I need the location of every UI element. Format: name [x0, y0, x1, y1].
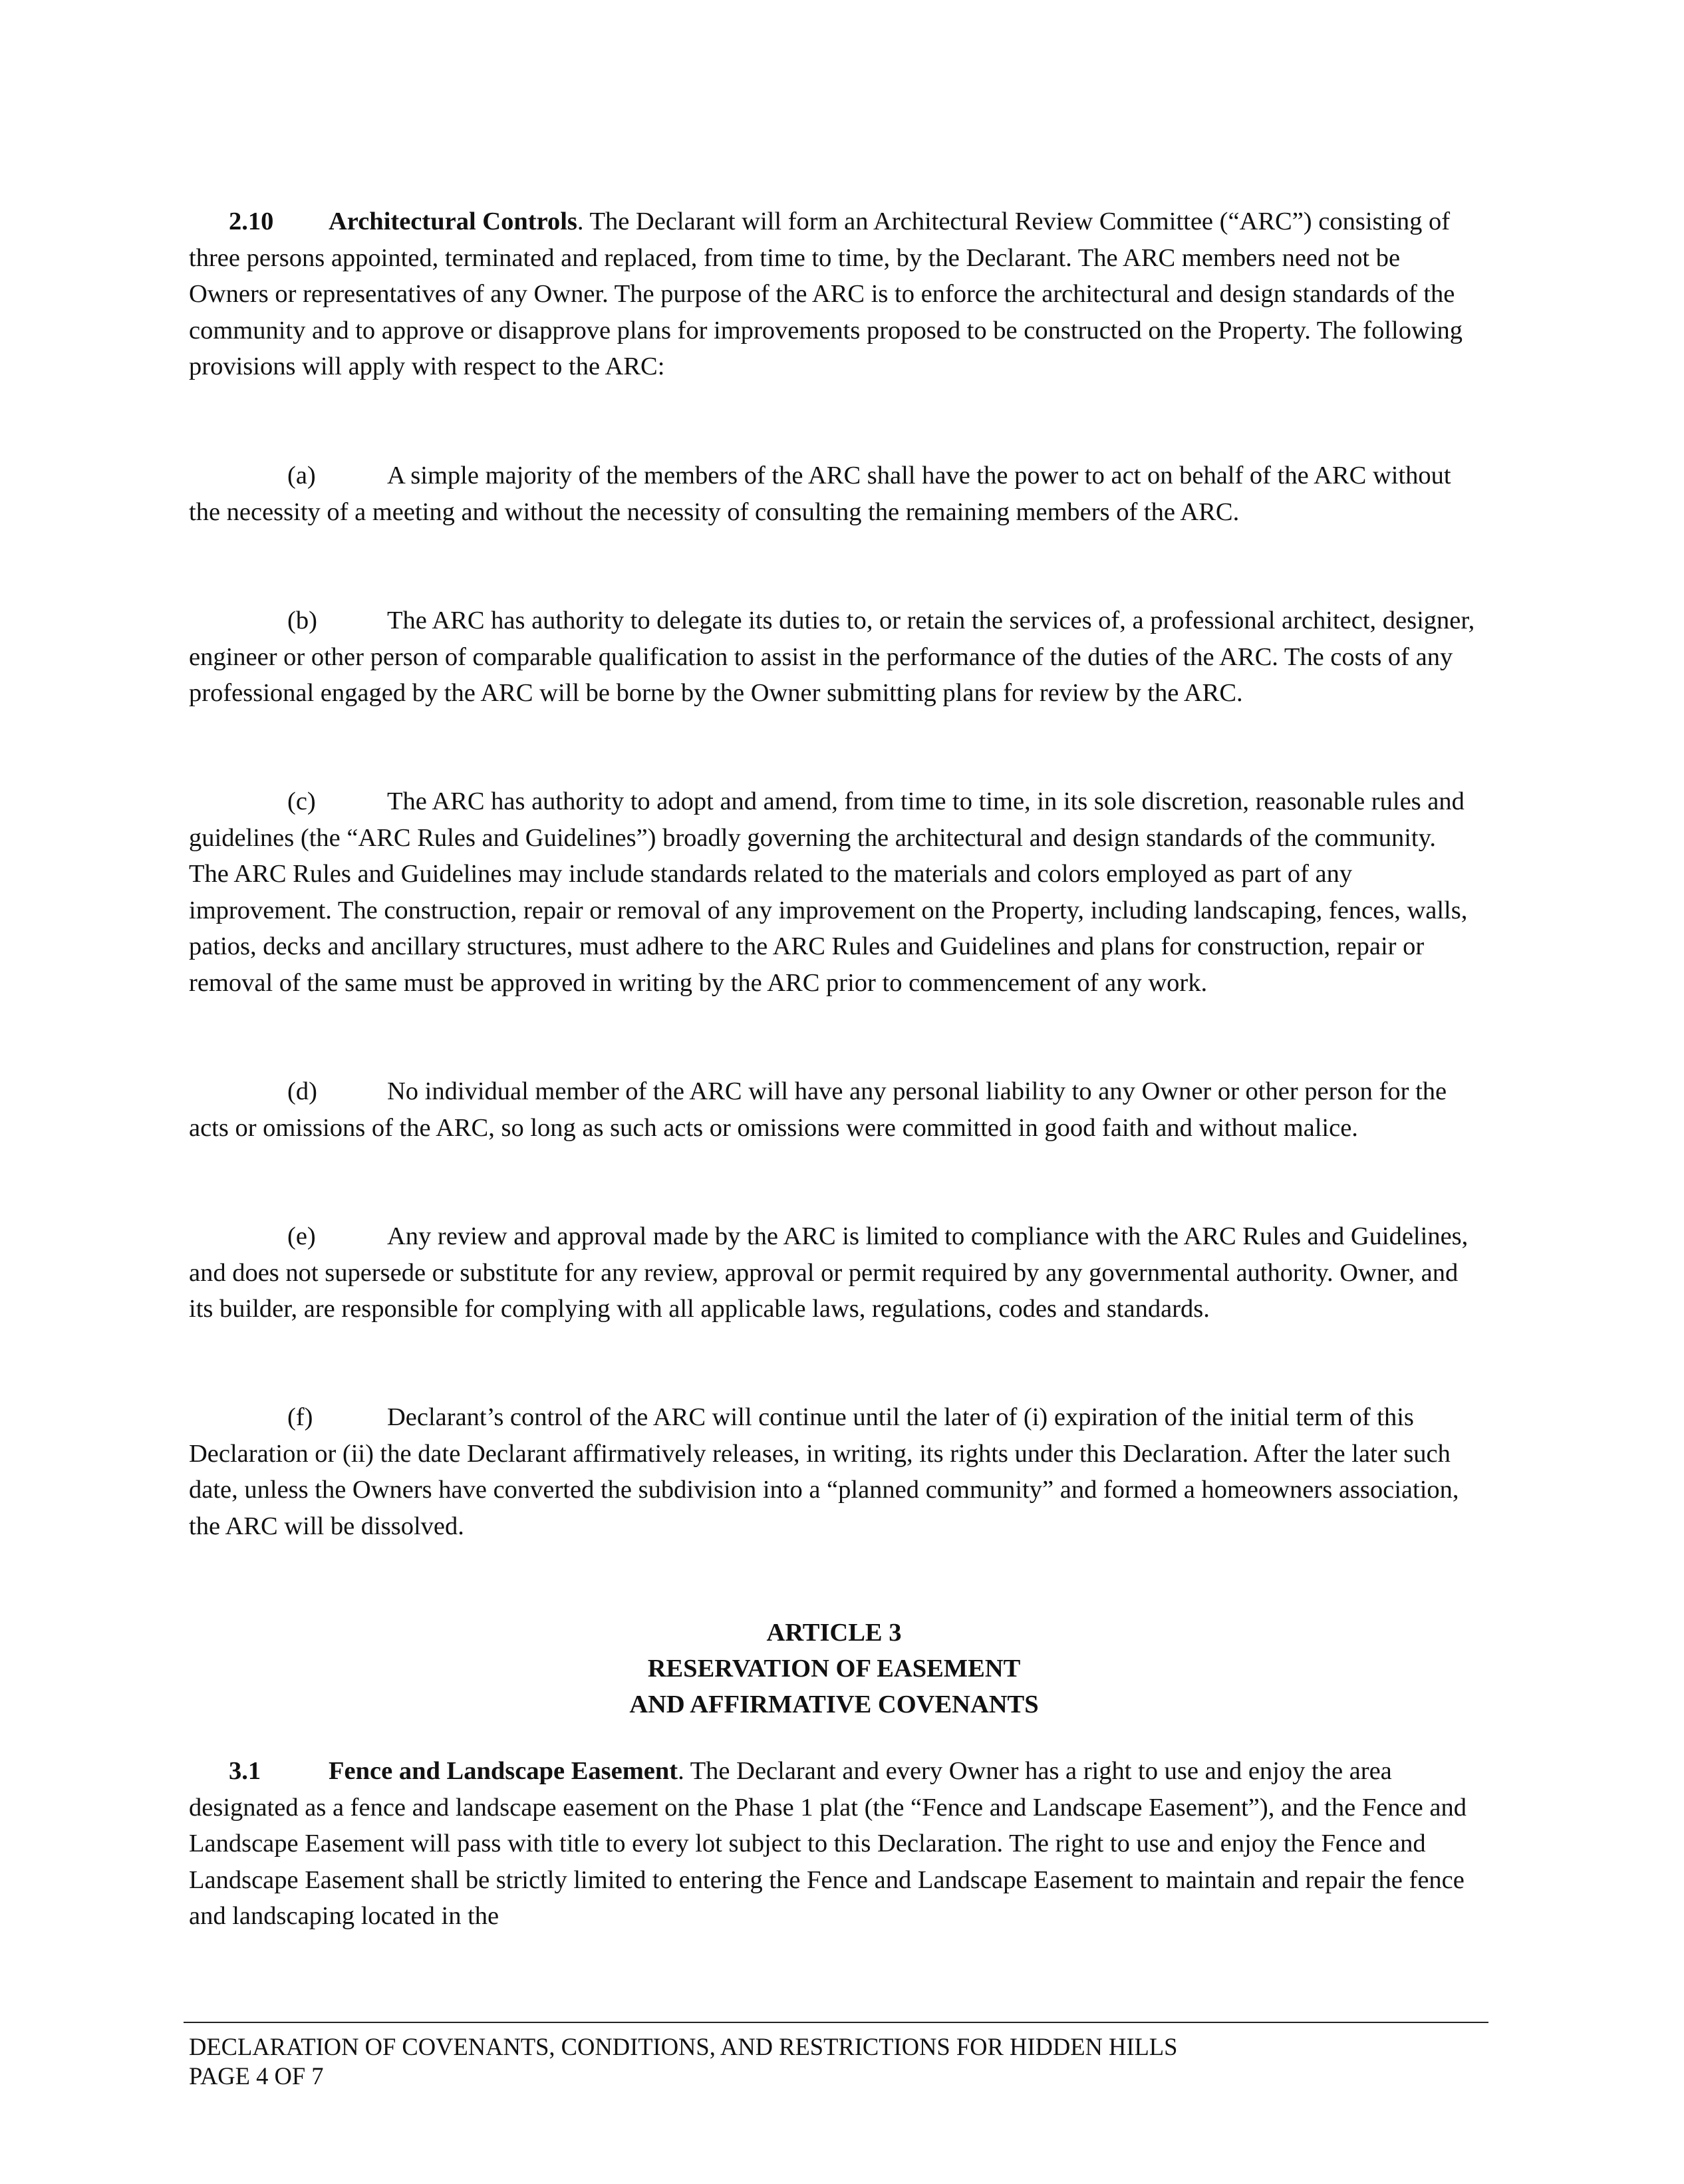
- section-3-1-title: Fence and Landscape Easement: [329, 1757, 678, 1785]
- item-f-text: Declarant’s control of the ARC will continue until the later of (i) expiration of the initial term of this Declaration or (ii) the date Declarant affirmatively releases, in writing, its rights under this Declaration. After the later such date, unless the Owners have converted the subdivision into a “planned community” and formed a homeowners association, the ARC will be dissolved.: [189, 1403, 1459, 1540]
- item-e: [189, 1218, 1479, 1327]
- item-c-text: The ARC has authority to adopt and amend, from time to time, in its sole discretion, reasonable rules and guidelines (the “ARC Rules and Guidelines”) broadly governing the architectural and design standards of the community. The ARC Rules and Guidelines may include standards related to the materials and colors employed as part of any improvement. The construction, repair or removal of any improvement on the Property, including landscaping, fences, walls, patios, decks and ancillary structures, must adhere to the ARC Rules and Guidelines and plans for construction, repair or removal of the same must be approved in writing by the ARC prior to commencement of any work.: [189, 787, 1468, 997]
- section-3-1-text: . The Declarant and every Owner has a right to use and enjoy the area designated as a fence and landscape easement on the Phase 1 plat (the “Fence and Landscape Easement”), and the Fence and Landscape Easement will pass with title to every lot subject to this Declaration. The right to use and enjoy the Fence and Landscape Easement shall be strictly limited to entering the Fence and Landscape Easement to maintain and repair the fence and landscaping located in the: [189, 1757, 1467, 1930]
- item-c: [189, 783, 1479, 1001]
- item-a-label: (a): [287, 462, 316, 489]
- section-2-10-text: . The Declarant will form an Architectural Review Committee (“ARC”) consisting of three persons appointed, terminated and replaced, from time to time, by the Declarant. The ARC members need not be Owners or representatives of any Owner. The purpose of the ARC is to enforce the architectural and design standards of the community and to approve or disapprove plans for improvements proposed to be constructed on the Property. The following provisions will apply with respect to the ARC:: [189, 207, 1463, 380]
- section-3-1: [189, 1753, 1479, 1935]
- item-e-label: (e): [287, 1222, 316, 1250]
- article-3-subheading-2: AND AFFIRMATIVE COVENANTS: [629, 1691, 1039, 1718]
- item-a: [189, 458, 1479, 530]
- section-2-10: [189, 204, 1479, 385]
- footer-page-number: PAGE 4 OF 7: [189, 2062, 324, 2090]
- item-b-label: (b): [287, 607, 317, 634]
- item-f-label: (f): [287, 1403, 313, 1431]
- item-f: [189, 1399, 1479, 1544]
- item-c-label: (c): [287, 787, 316, 815]
- footer-title: DECLARATION OF COVENANTS, CONDITIONS, AND RESTRICTIONS FOR HIDDEN HILLS: [189, 2033, 1178, 2060]
- item-d: [189, 1073, 1479, 1146]
- section-2-10-number: 2.10: [229, 207, 274, 235]
- footer-divider: [184, 2022, 1488, 2023]
- item-d-text: No individual member of the ARC will have any personal liability to any Owner or other person for the acts or omissions of the ARC, so long as such acts or omissions were committed in good faith and without malice.: [189, 1077, 1447, 1142]
- section-3-1-number: 3.1: [229, 1757, 261, 1785]
- item-d-label: (d): [287, 1077, 317, 1105]
- article-3-subheading-1: RESERVATION OF EASEMENT: [647, 1655, 1021, 1683]
- article-3-heading: ARTICLE 3: [766, 1619, 902, 1647]
- item-e-text: Any review and approval made by the ARC is limited to compliance with the ARC Rules and Guidelines, and does not supersede or substitute for any review, approval or permit required by any governmental authority. Owner, and its builder, are responsible for complying with all applicable laws, regulations, codes and standards.: [189, 1222, 1469, 1323]
- item-a-text: A simple majority of the members of the ARC shall have the power to act on behalf of the ARC without the necessity of a meeting and without the necessity of consulting the remaining members of the ARC.: [189, 462, 1451, 526]
- item-b-text: The ARC has authority to delegate its duties to, or retain the services of, a professional architect, designer, engineer or other person of comparable qualification to assist in the performance of the duties of the ARC. The costs of any professional engaged by the ARC will be borne by the Owner submitting plans for review by the ARC.: [189, 607, 1475, 707]
- section-2-10-title: Architectural Controls: [329, 207, 577, 235]
- item-b: [189, 603, 1479, 712]
